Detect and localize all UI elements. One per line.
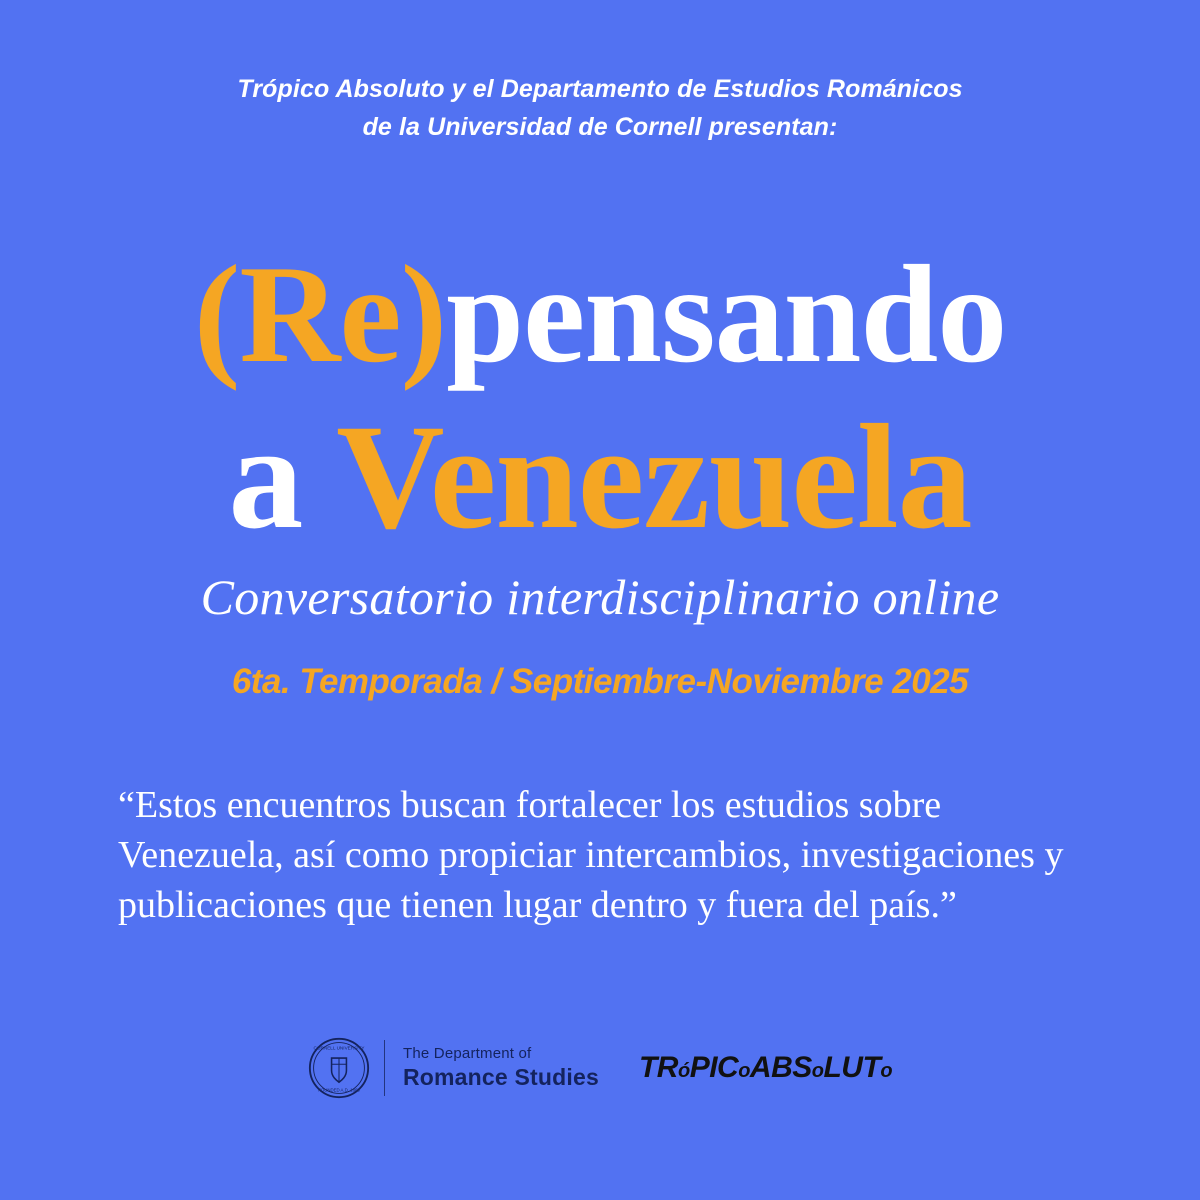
season-dates: 6ta. Temporada / Septiembre-Noviembre 2025	[231, 662, 969, 701]
presenter-line-2: de la Universidad de Cornell presentan:	[362, 113, 838, 141]
cornell-seal-icon	[308, 1037, 370, 1099]
subtitle: Conversatorio interdisciplinario online	[200, 569, 1000, 625]
romance-studies-name: Romance Studies	[402, 1064, 599, 1091]
logo-row	[0, 1028, 1200, 1108]
title-word-a: a	[228, 394, 337, 560]
presenter-line	[0, 70, 1200, 146]
tropico-o-3: o	[811, 1060, 824, 1082]
title-accent-re: (Re)	[193, 237, 447, 392]
romance-studies-logo	[403, 1046, 599, 1091]
quote-text: “Estos encuentros buscan fortalecer los estudios sobre Venezuela, así como propiciar intercambios, investigaciones y publicaciones que tienen lugar dentro y fuera del país.”	[118, 784, 1064, 926]
tropico-part-3: ABS	[749, 1051, 812, 1084]
page-title	[0, 237, 1200, 560]
title-line-2	[0, 394, 1200, 560]
presenter-line-1: Trópico Absoluto y el Departamento de Estudios Románicos	[237, 75, 963, 103]
tropico-part-4: LUT	[823, 1051, 881, 1084]
title-rest-pensando: pensando	[446, 237, 1007, 392]
tropico-o-2: o	[738, 1060, 750, 1082]
logo-divider	[384, 1040, 385, 1096]
title-line-1	[0, 237, 1200, 392]
title-accent-venezuela: Venezuela	[336, 394, 972, 560]
svg-text:CORNELL UNIVERSITY: CORNELL UNIVERSITY	[313, 1045, 365, 1051]
tropico-part-1: TR	[638, 1051, 678, 1084]
svg-text:FOUNDED A.D. 1865: FOUNDED A.D. 1865	[318, 1087, 360, 1093]
tropico-o-1: ó	[677, 1060, 690, 1082]
romance-studies-small-label: The Department of	[402, 1044, 532, 1062]
tropico-part-2: PIC	[689, 1051, 739, 1084]
tropico-absoluto-logo	[639, 1051, 892, 1085]
tropico-o-4: o	[880, 1060, 893, 1082]
